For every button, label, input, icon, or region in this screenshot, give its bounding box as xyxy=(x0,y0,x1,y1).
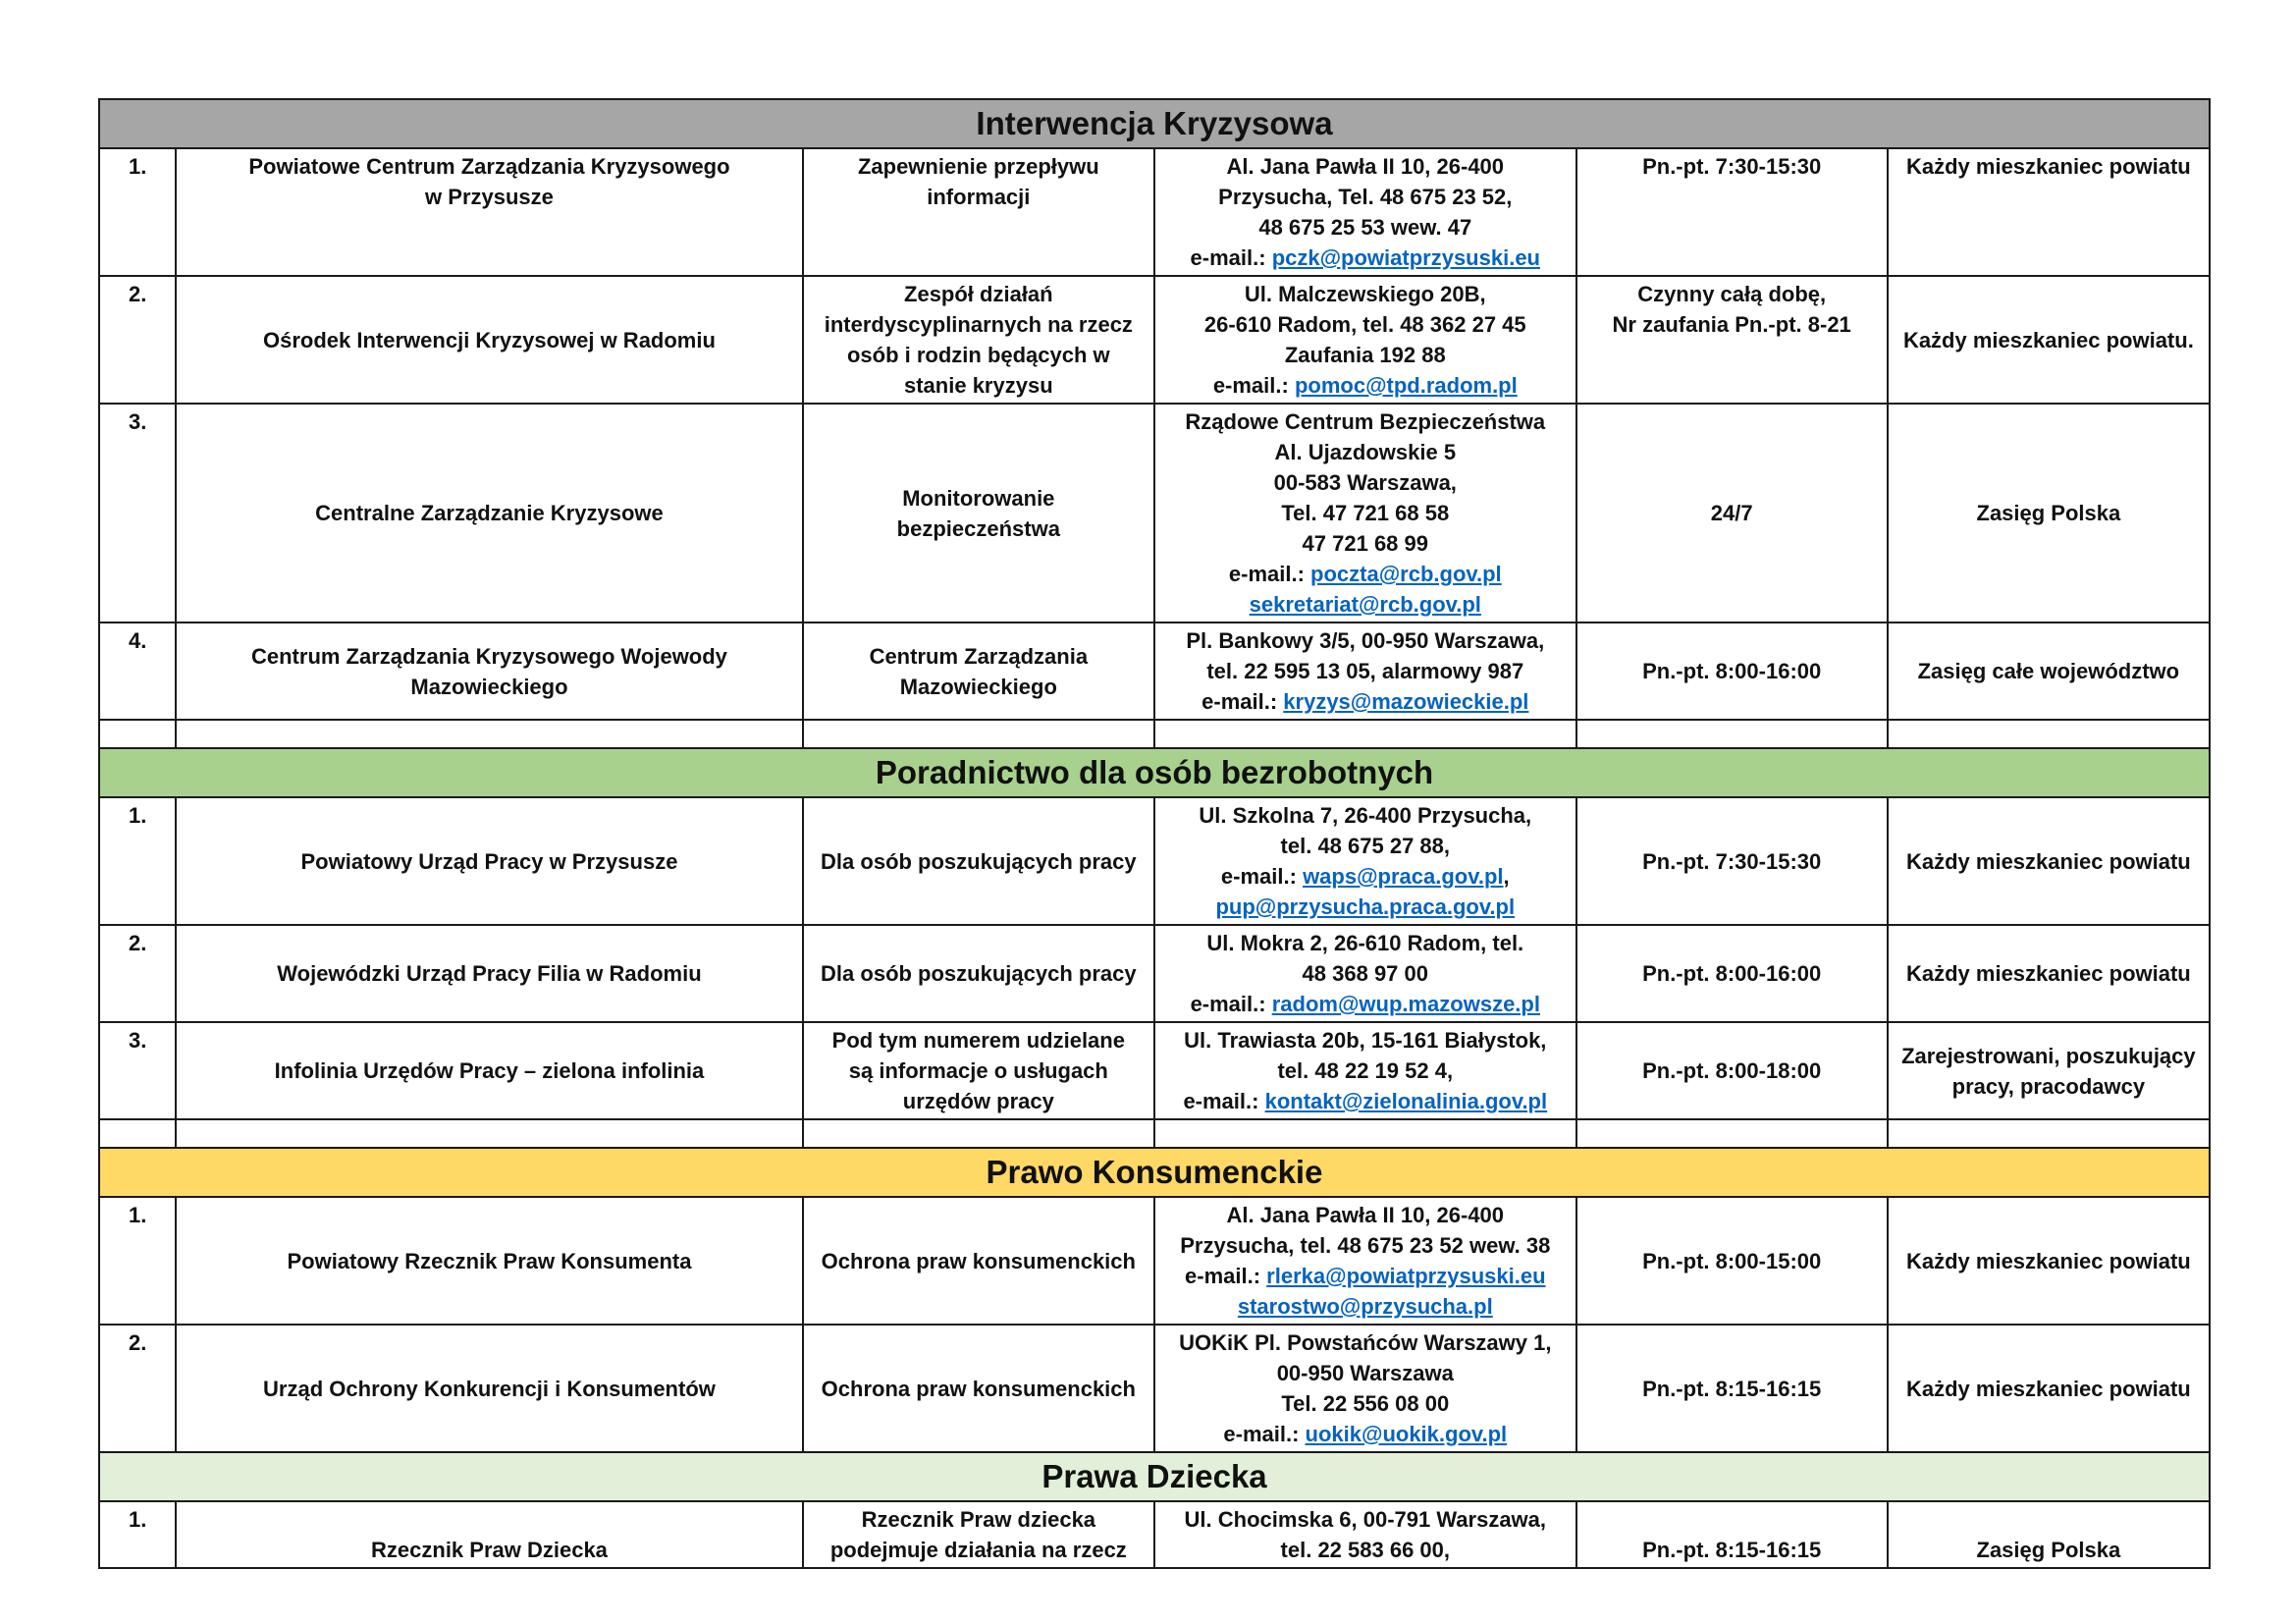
opening-hours-line: Pn.-pt. 8:00-15:00 xyxy=(1642,1248,1822,1273)
contact-address xyxy=(1154,404,1576,623)
row-number: 1. xyxy=(99,1197,176,1325)
email-link[interactable]: radom@wup.mazowsze.pl xyxy=(1271,992,1540,1016)
target-group xyxy=(1888,1197,2210,1325)
contact-address xyxy=(1154,1022,1576,1119)
service-description-line: Rzecznik Praw dziecka xyxy=(861,1507,1096,1532)
opening-hours xyxy=(1576,404,1888,623)
service-description-line: bezpieczeństwa xyxy=(896,515,1060,541)
target-group-line: Zasięg Polska xyxy=(1976,501,2121,525)
email-separator: , xyxy=(1503,864,1510,889)
section-title: Prawo Konsumenckie xyxy=(99,1148,2210,1197)
email-link[interactable]: pomoc@tpd.radom.pl xyxy=(1294,373,1518,398)
service-description xyxy=(803,1501,1154,1568)
spacer-row xyxy=(99,1119,2210,1148)
service-description-line: urzędów pracy xyxy=(902,1089,1054,1113)
row-number: 1. xyxy=(99,148,176,276)
institution-name-line: Powiatowe Centrum Zarządzania Kryzysowego xyxy=(248,154,730,179)
opening-hours xyxy=(1576,623,1888,720)
service-description xyxy=(803,623,1154,720)
contact-address-line: Ul. Malczewskiego 20B, xyxy=(1244,282,1486,306)
service-description-line: Pod tym numerem udzielane xyxy=(831,1028,1125,1053)
institution-name xyxy=(176,1501,802,1568)
contact-address xyxy=(1154,1197,1576,1325)
row-number: 2. xyxy=(99,1325,176,1452)
opening-hours xyxy=(1576,1501,1888,1568)
table-row xyxy=(99,404,2210,623)
target-group-line: Każdy mieszkaniec powiatu xyxy=(1905,154,2191,179)
target-group-line: Każdy mieszkaniec powiatu xyxy=(1905,848,2191,874)
contact-address-line: Tel. 22 556 08 00 xyxy=(1281,1391,1450,1416)
contact-address-line: 48 675 25 53 wew. 47 xyxy=(1258,215,1472,240)
contact-address xyxy=(1154,1501,1576,1568)
table-row xyxy=(99,1501,2210,1568)
opening-hours xyxy=(1576,148,1888,276)
email-line xyxy=(1163,892,1568,922)
target-group-line: pracy, pracodawcy xyxy=(1951,1073,2146,1099)
target-group xyxy=(1888,1501,2210,1568)
email-link[interactable]: starostwo@przysucha.pl xyxy=(1237,1294,1493,1319)
service-description xyxy=(803,1022,1154,1119)
contact-address-line: 26-610 Radom, tel. 48 362 27 45 xyxy=(1203,312,1526,337)
row-number: 4. xyxy=(99,623,176,720)
service-description xyxy=(803,148,1154,276)
row-number: 3. xyxy=(99,404,176,623)
service-description-line: Dla osób poszukujących pracy xyxy=(821,961,1137,986)
table-row xyxy=(99,797,2210,925)
target-group-line: Zasięg całe województwo xyxy=(1917,659,2180,683)
service-description-line: Ochrona praw konsumenckich xyxy=(821,1248,1136,1273)
opening-hours xyxy=(1576,1325,1888,1452)
email-link[interactable]: kryzys@mazowieckie.pl xyxy=(1283,689,1529,714)
empty-cell xyxy=(1888,1119,2210,1148)
contact-address-line: tel. 22 583 66 00, xyxy=(1280,1538,1451,1562)
contact-address xyxy=(1154,925,1576,1022)
empty-cell xyxy=(176,720,802,748)
contact-address xyxy=(1154,148,1576,276)
empty-cell xyxy=(803,720,1154,748)
target-group xyxy=(1888,148,2210,276)
email-line xyxy=(1163,861,1568,892)
service-description-line: Ochrona praw konsumenckich xyxy=(821,1376,1136,1401)
contact-address-line: Ul. Mokra 2, 26-610 Radom, tel. xyxy=(1206,931,1524,955)
empty-cell xyxy=(1576,1119,1888,1148)
contact-address-line: Rządowe Centrum Bezpieczeństwa xyxy=(1185,409,1546,434)
target-group-line: Zarejestrowani, poszukujący xyxy=(1901,1043,2196,1068)
target-group xyxy=(1888,276,2210,404)
email-label: e-mail.: xyxy=(1201,689,1284,714)
service-description xyxy=(803,404,1154,623)
email-link[interactable]: poczta@rcb.gov.pl xyxy=(1310,562,1502,586)
email-line xyxy=(1163,1261,1568,1291)
opening-hours xyxy=(1576,925,1888,1022)
institutions-table xyxy=(98,98,2211,1569)
contact-address-line: Al. Ujazdowskie 5 xyxy=(1274,440,1457,464)
service-description-line: Dla osób poszukujących pracy xyxy=(821,848,1137,874)
spacer-row xyxy=(99,720,2210,748)
table-row xyxy=(99,1022,2210,1119)
opening-hours-line: Pn.-pt. 7:30-15:30 xyxy=(1642,848,1822,874)
empty-cell xyxy=(176,1119,802,1148)
institution-name-line: Mazowieckiego xyxy=(410,674,568,699)
opening-hours-line: Pn.-pt. 8:00-18:00 xyxy=(1642,1058,1822,1083)
contact-address-line: Al. Jana Pawła II 10, 26-400 xyxy=(1226,154,1505,179)
contact-address-line: UOKiK Pl. Powstańców Warszawy 1, xyxy=(1179,1330,1552,1355)
institution-name xyxy=(176,148,802,276)
institution-name-line: Rzecznik Praw Dziecka xyxy=(371,1538,608,1562)
service-description-line: interdyscyplinarnych na rzecz xyxy=(824,312,1133,337)
section-title: Poradnictwo dla osób bezrobotnych xyxy=(99,748,2210,797)
institution-name-line: Centralne Zarządzanie Kryzysowe xyxy=(315,501,664,525)
institution-name xyxy=(176,404,802,623)
email-line xyxy=(1163,1086,1568,1116)
institution-name xyxy=(176,1197,802,1325)
section-header xyxy=(99,748,2210,797)
opening-hours-line: Pn.-pt. 8:15-16:15 xyxy=(1642,1376,1822,1401)
contact-address xyxy=(1154,1325,1576,1452)
contact-address-line: Pl. Bankowy 3/5, 00-950 Warszawa, xyxy=(1186,628,1545,653)
opening-hours-line: Pn.-pt. 7:30-15:30 xyxy=(1642,154,1822,179)
opening-hours-line: Czynny całą dobę, xyxy=(1637,282,1827,306)
empty-cell xyxy=(803,1119,1154,1148)
row-number: 1. xyxy=(99,1501,176,1568)
opening-hours xyxy=(1576,276,1888,404)
opening-hours-line: Pn.-pt. 8:00-16:00 xyxy=(1642,961,1822,986)
institution-name xyxy=(176,1325,802,1452)
institution-name-line: Ośrodek Interwencji Kryzysowej w Radomiu xyxy=(263,327,716,352)
table-row xyxy=(99,1325,2210,1452)
opening-hours xyxy=(1576,1022,1888,1119)
empty-cell xyxy=(1888,720,2210,748)
email-link[interactable]: uokik@uokik.gov.pl xyxy=(1305,1422,1508,1446)
opening-hours-line: 24/7 xyxy=(1710,501,1753,525)
section-header xyxy=(99,1148,2210,1197)
contact-address-line: 00-950 Warszawa xyxy=(1276,1361,1454,1385)
email-line xyxy=(1163,559,1568,589)
contact-address xyxy=(1154,276,1576,404)
email-line xyxy=(1163,370,1568,401)
email-link[interactable]: sekretariat@rcb.gov.pl xyxy=(1249,592,1481,617)
target-group-line: Zasięg Polska xyxy=(1976,1538,2121,1562)
row-number: 2. xyxy=(99,276,176,404)
service-description-line: stanie kryzysu xyxy=(904,373,1053,398)
contact-address-line: Zaufania 192 88 xyxy=(1284,343,1446,367)
section-title: Interwencja Kryzysowa xyxy=(99,99,2210,148)
email-line xyxy=(1163,589,1568,620)
empty-cell xyxy=(99,720,176,748)
contact-address-line: tel. 22 595 13 05, alarmowy 987 xyxy=(1206,659,1524,683)
institution-name-line: w Przysusze xyxy=(425,185,554,209)
contact-address-line: 47 721 68 99 xyxy=(1302,531,1429,556)
target-group xyxy=(1888,797,2210,925)
institution-name-line: Powiatowy Rzecznik Praw Konsumenta xyxy=(287,1248,692,1273)
institution-name xyxy=(176,925,802,1022)
service-description xyxy=(803,1197,1154,1325)
email-label: e-mail.: xyxy=(1183,1089,1265,1113)
email-label: e-mail.: xyxy=(1220,864,1304,889)
target-group xyxy=(1888,623,2210,720)
contact-address-line: Ul. Chocimska 6, 00-791 Warszawa, xyxy=(1184,1507,1547,1532)
table-row xyxy=(99,925,2210,1022)
institution-name xyxy=(176,276,802,404)
service-description-line: Mazowieckiego xyxy=(899,674,1057,699)
institution-name xyxy=(176,623,802,720)
contact-address-line: Ul. Szkolna 7, 26-400 Przysucha, xyxy=(1199,803,1532,828)
email-line xyxy=(1163,989,1568,1019)
email-link[interactable]: rlerka@powiatprzysuski.eu xyxy=(1266,1264,1546,1288)
contact-address-line: Przysucha, Tel. 48 675 23 52, xyxy=(1218,185,1513,209)
institution-name-line: Infolinia Urzędów Pracy – zielona infolinia xyxy=(274,1058,705,1083)
contact-address-line: tel. 48 22 19 52 4, xyxy=(1277,1058,1454,1083)
target-group-line: Każdy mieszkaniec powiatu xyxy=(1905,1376,2191,1401)
contact-address-line: Przysucha, tel. 48 675 23 52 wew. 38 xyxy=(1180,1233,1551,1258)
email-link[interactable]: kontakt@zielonalinia.gov.pl xyxy=(1264,1089,1548,1113)
service-description-line: Zespół działań xyxy=(904,282,1053,306)
target-group xyxy=(1888,1022,2210,1119)
opening-hours-line: Nr zaufania Pn.-pt. 8-21 xyxy=(1612,312,1851,337)
target-group-line: Każdy mieszkaniec powiatu. xyxy=(1902,327,2194,352)
table-row xyxy=(99,1197,2210,1325)
email-line xyxy=(1163,1419,1568,1449)
email-line xyxy=(1163,686,1568,717)
email-label: e-mail.: xyxy=(1223,1422,1306,1446)
contact-address-line: 00-583 Warszawa, xyxy=(1273,470,1457,495)
row-number: 1. xyxy=(99,797,176,925)
empty-cell xyxy=(99,1119,176,1148)
opening-hours-line: Pn.-pt. 8:00-16:00 xyxy=(1642,659,1822,683)
table-row xyxy=(99,623,2210,720)
contact-address xyxy=(1154,623,1576,720)
contact-address-line: Tel. 47 721 68 58 xyxy=(1281,501,1450,525)
section-header xyxy=(99,99,2210,148)
target-group-line: Każdy mieszkaniec powiatu xyxy=(1905,1248,2191,1273)
target-group-line: Każdy mieszkaniec powiatu xyxy=(1905,961,2191,986)
email-label: e-mail.: xyxy=(1228,562,1311,586)
service-description-line: podejmuje działania na rzecz xyxy=(829,1538,1127,1562)
row-number: 2. xyxy=(99,925,176,1022)
contact-address-line: tel. 48 675 27 88, xyxy=(1280,834,1451,858)
table-row xyxy=(99,148,2210,276)
contact-address xyxy=(1154,797,1576,925)
service-description-line: są informacje o usługach xyxy=(848,1058,1108,1083)
contact-address-line: Ul. Trawiasta 20b, 15-161 Białystok, xyxy=(1184,1028,1547,1053)
empty-cell xyxy=(1154,1119,1576,1148)
target-group xyxy=(1888,925,2210,1022)
target-group xyxy=(1888,404,2210,623)
institution-name-line: Wojewódzki Urząd Pracy Filia w Radomiu xyxy=(277,961,702,986)
email-label: e-mail.: xyxy=(1190,992,1272,1016)
service-description xyxy=(803,925,1154,1022)
service-description xyxy=(803,276,1154,404)
service-description-line: Centrum Zarządzania xyxy=(869,643,1089,669)
opening-hours xyxy=(1576,797,1888,925)
opening-hours-line: Pn.-pt. 8:15-16:15 xyxy=(1642,1538,1822,1562)
email-link[interactable]: pup@przysucha.praca.gov.pl xyxy=(1215,894,1516,919)
service-description-line: osób i rodzin będących w xyxy=(846,343,1110,367)
email-label: e-mail.: xyxy=(1190,245,1272,270)
empty-cell xyxy=(1154,720,1576,748)
contact-address-line: 48 368 97 00 xyxy=(1302,961,1429,986)
opening-hours xyxy=(1576,1197,1888,1325)
email-link[interactable]: pczk@powiatprzysuski.eu xyxy=(1271,245,1540,270)
row-number: 3. xyxy=(99,1022,176,1119)
service-description-line: Zapewnienie przepływu xyxy=(857,154,1099,179)
institution-name-line: Urząd Ochrony Konkurencji i Konsumentów xyxy=(263,1376,716,1401)
service-description xyxy=(803,1325,1154,1452)
institution-name xyxy=(176,797,802,925)
contact-address-line: Al. Jana Pawła II 10, 26-400 xyxy=(1226,1203,1505,1227)
target-group xyxy=(1888,1325,2210,1452)
email-line xyxy=(1163,1291,1568,1322)
section-title: Prawa Dziecka xyxy=(99,1452,2210,1501)
email-line xyxy=(1163,243,1568,273)
service-description-line: Monitorowanie xyxy=(902,485,1055,511)
table-row xyxy=(99,276,2210,404)
email-label: e-mail.: xyxy=(1212,373,1295,398)
institution-name xyxy=(176,1022,802,1119)
empty-cell xyxy=(1576,720,1888,748)
institution-name-line: Centrum Zarządzania Kryzysowego Wojewody xyxy=(251,643,727,669)
service-description-line: informacji xyxy=(927,185,1031,209)
email-link[interactable]: waps@praca.gov.pl xyxy=(1303,864,1504,889)
section-header xyxy=(99,1452,2210,1501)
email-label: e-mail.: xyxy=(1185,1264,1267,1288)
service-description xyxy=(803,797,1154,925)
institution-name-line: Powiatowy Urząd Pracy w Przysusze xyxy=(300,848,678,874)
